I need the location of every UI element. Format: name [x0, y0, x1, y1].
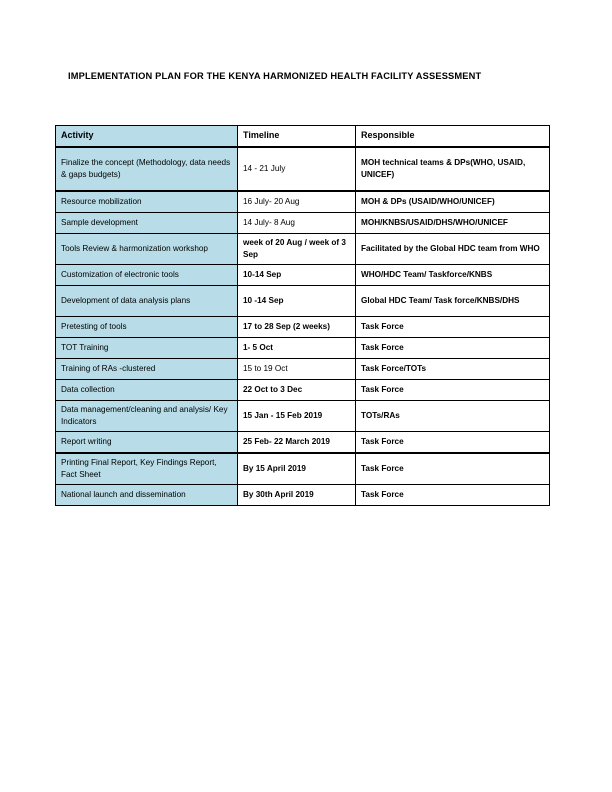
cell-timeline: 1- 5 Oct [238, 337, 356, 358]
cell-activity: Customization of electronic tools [56, 264, 238, 285]
cell-timeline: 10-14 Sep [238, 264, 356, 285]
cell-activity: Tools Review & harmonization workshop [56, 233, 238, 264]
cell-timeline: 15 to 19 Oct [238, 358, 356, 379]
cell-activity: Pretesting of tools [56, 316, 238, 337]
table-row [56, 337, 550, 358]
cell-activity: Sample development [56, 212, 238, 233]
cell-activity: Data collection [56, 379, 238, 400]
cell-activity: TOT Training [56, 337, 238, 358]
cell-timeline: 15 Jan - 15 Feb 2019 [238, 400, 356, 431]
table-header-row [56, 126, 550, 147]
cell-responsible: MOH/KNBS/USAID/DHS/WHO/UNICEF [356, 212, 550, 233]
page-title: IMPLEMENTATION PLAN FOR THE KENYA HARMONIZED HEALTH FACILITY ASSESSMENT [68, 71, 482, 81]
table-row [56, 453, 550, 485]
cell-responsible: Task Force/TOTs [356, 358, 550, 379]
table-row [56, 484, 550, 505]
cell-responsible: Task Force [356, 316, 550, 337]
cell-activity: Training of RAs -clustered [56, 358, 238, 379]
table-row [56, 316, 550, 337]
cell-activity: Finalize the concept (Methodology, data needs & gaps budgets) [56, 147, 238, 191]
table-row [56, 147, 550, 191]
cell-timeline: 22 Oct to 3 Dec [238, 379, 356, 400]
table-body [56, 147, 550, 506]
cell-responsible: Task Force [356, 337, 550, 358]
cell-responsible: MOH technical teams & DPs(WHO, USAID, UNICEF) [356, 147, 550, 191]
table-row [56, 212, 550, 233]
table-row [56, 400, 550, 431]
table-row [56, 431, 550, 453]
cell-responsible: MOH & DPs (USAID/WHO/UNICEF) [356, 191, 550, 213]
cell-timeline: By 15 April 2019 [238, 453, 356, 485]
cell-responsible: WHO/HDC Team/ Taskforce/KNBS [356, 264, 550, 285]
table-row [56, 264, 550, 285]
cell-timeline: 14 - 21 July [238, 147, 356, 191]
column-header-activity: Activity [56, 126, 238, 147]
table-row [56, 285, 550, 316]
cell-responsible: Facilitated by the Global HDC team from WHO [356, 233, 550, 264]
cell-timeline: By 30th April 2019 [238, 484, 356, 505]
table-header [56, 126, 550, 147]
cell-responsible: Task Force [356, 431, 550, 453]
cell-responsible: Task Force [356, 484, 550, 505]
cell-activity: Printing Final Report, Key Findings Report, Fact Sheet [56, 453, 238, 485]
cell-timeline: 16 July- 20 Aug [238, 191, 356, 213]
cell-responsible: Task Force [356, 379, 550, 400]
cell-timeline: 14 July- 8 Aug [238, 212, 356, 233]
table-row [56, 191, 550, 213]
table-row [56, 379, 550, 400]
cell-activity: Resource mobilization [56, 191, 238, 213]
column-header-responsible: Responsible [356, 126, 550, 147]
cell-responsible: Global HDC Team/ Task force/KNBS/DHS [356, 285, 550, 316]
cell-timeline: week of 20 Aug / week of 3 Sep [238, 233, 356, 264]
implementation-plan-table [55, 125, 550, 506]
cell-activity: National launch and dissemination [56, 484, 238, 505]
cell-timeline: 17 to 28 Sep (2 weeks) [238, 316, 356, 337]
column-header-timeline: Timeline [238, 126, 356, 147]
cell-timeline: 25 Feb- 22 March 2019 [238, 431, 356, 453]
cell-activity: Data management/cleaning and analysis/ Key Indicators [56, 400, 238, 431]
cell-activity: Development of data analysis plans [56, 285, 238, 316]
cell-responsible: Task Force [356, 453, 550, 485]
table-row [56, 358, 550, 379]
cell-timeline: 10 -14 Sep [238, 285, 356, 316]
cell-responsible: TOTs/RAs [356, 400, 550, 431]
table-row [56, 233, 550, 264]
cell-activity: Report writing [56, 431, 238, 453]
